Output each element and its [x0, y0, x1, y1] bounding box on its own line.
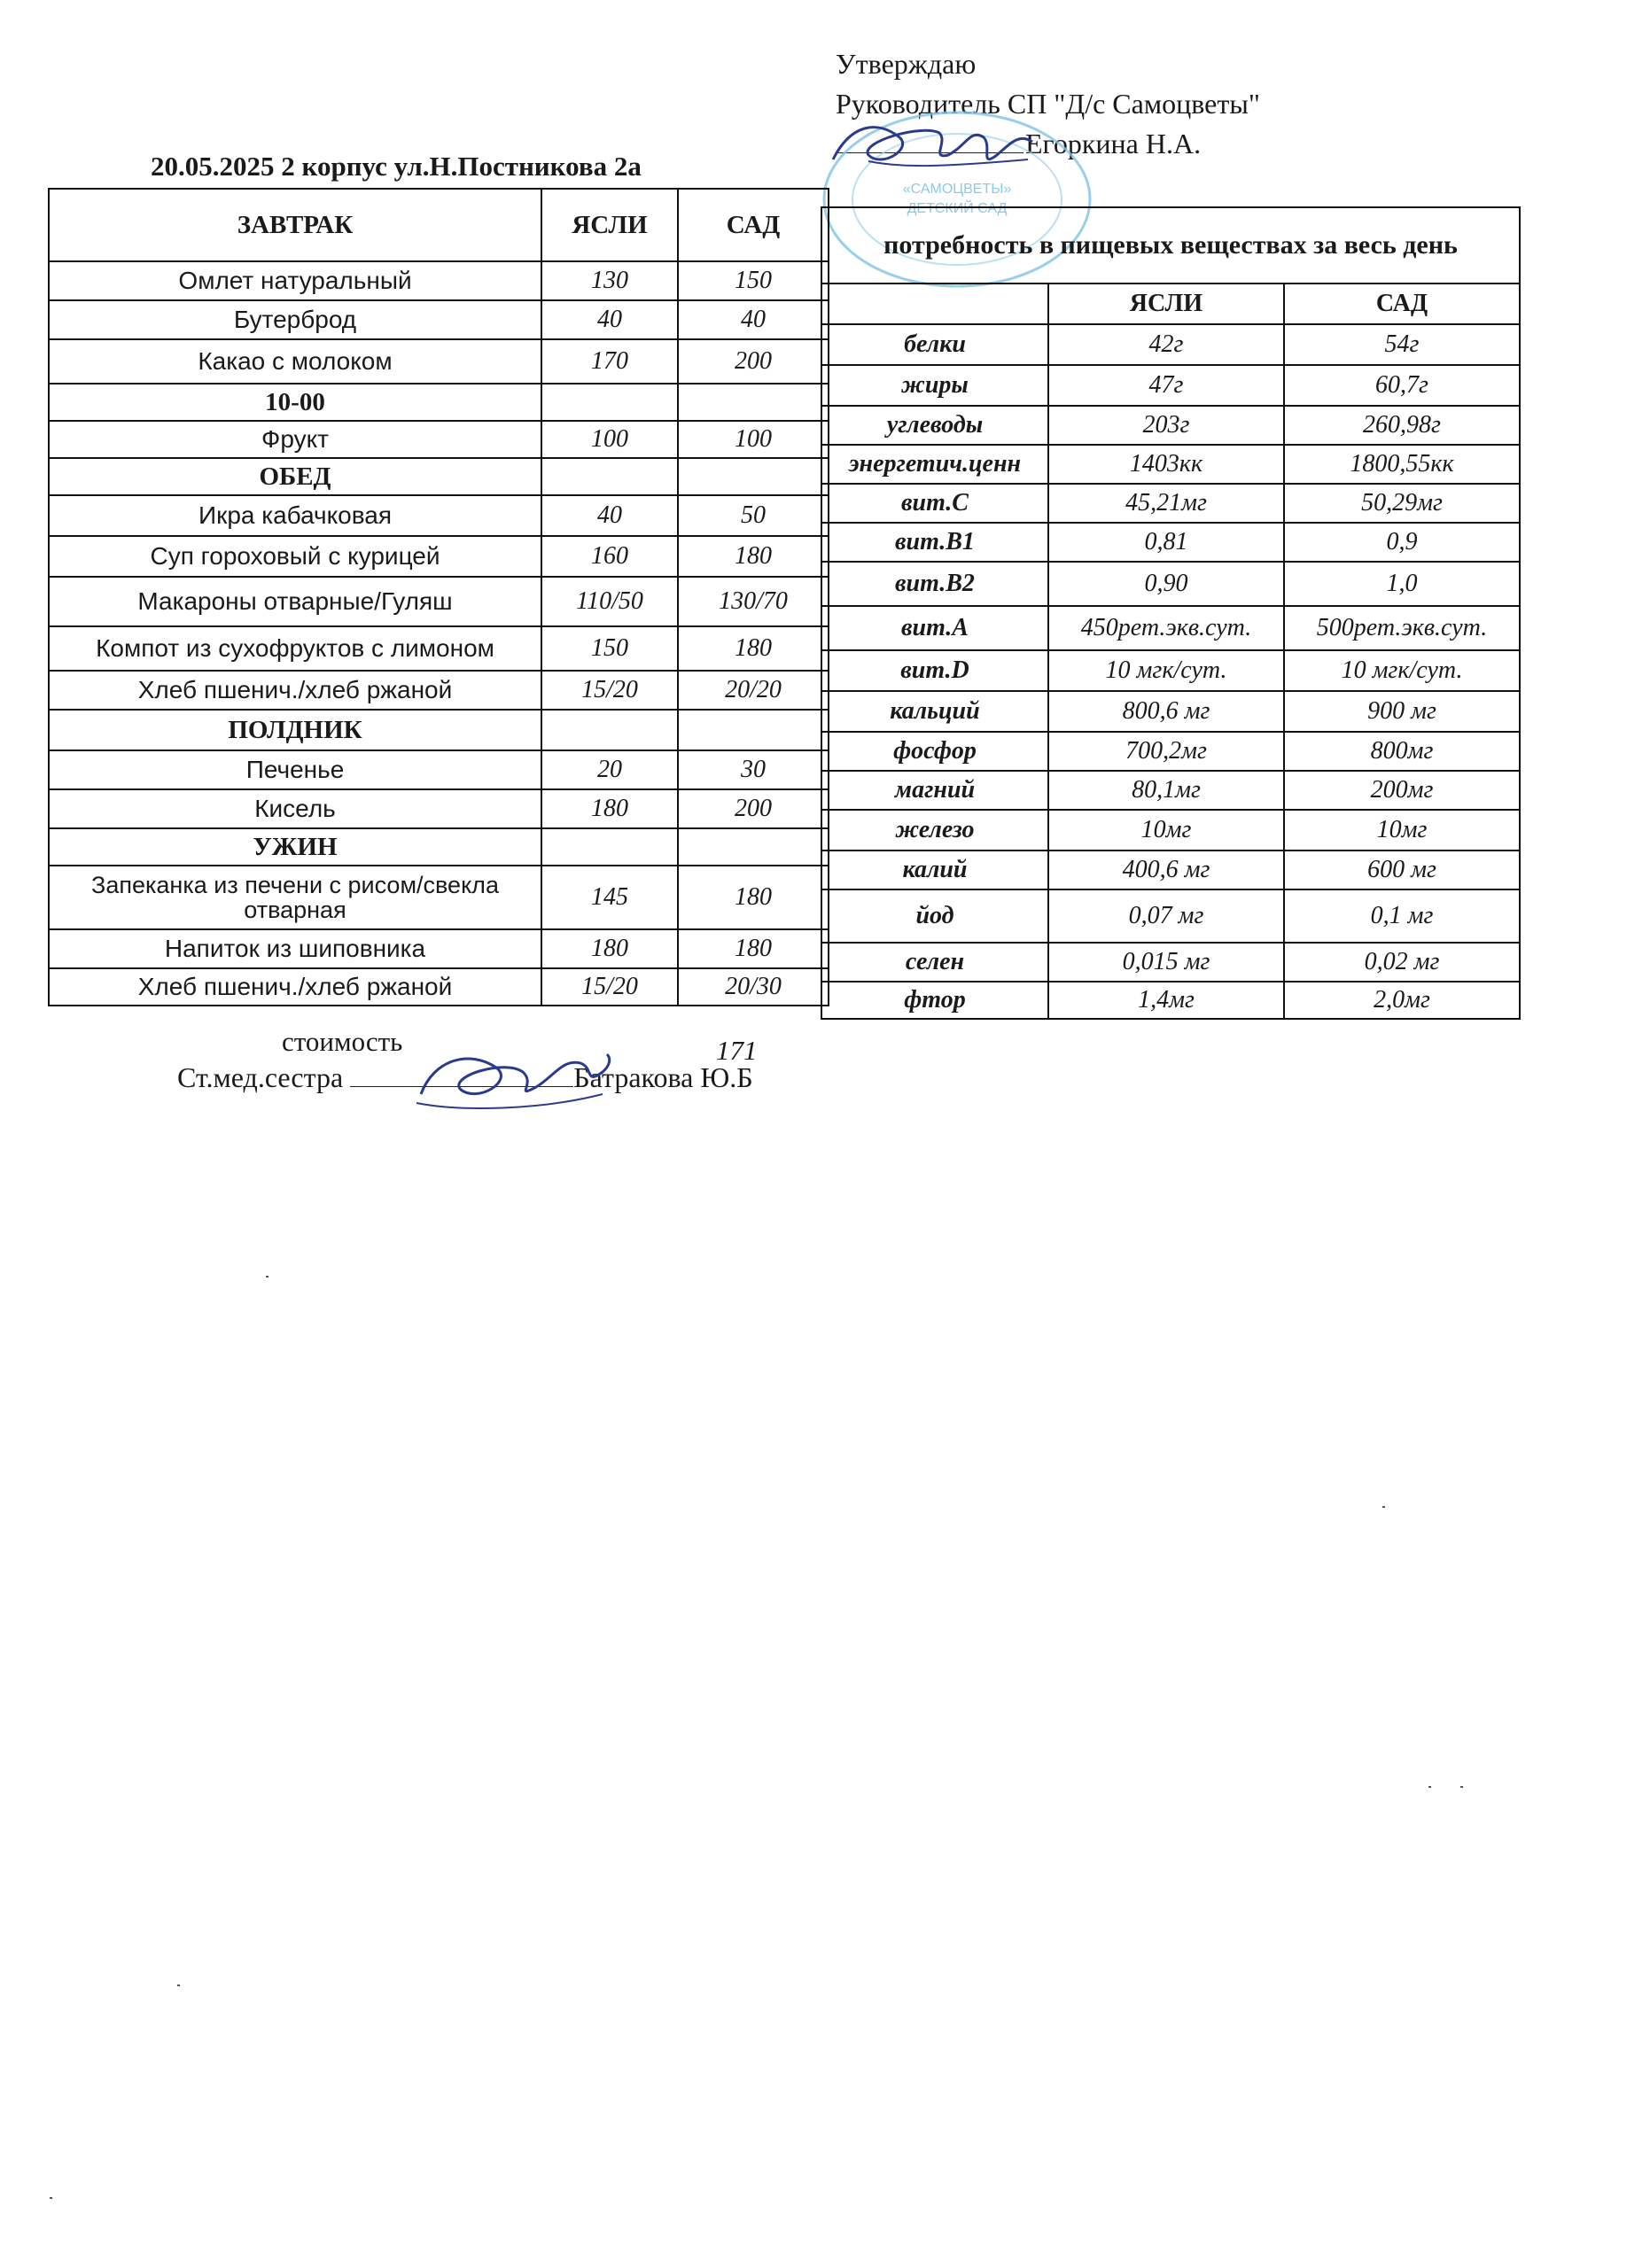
- nutrient-nursery: 0,90: [1048, 562, 1284, 606]
- nutrient-name: калий: [821, 850, 1048, 889]
- scan-speck: [50, 2197, 52, 2199]
- menu-item-name: Хлеб пшенич./хлеб ржаной: [49, 671, 541, 710]
- menu-item-nursery: 100: [541, 421, 678, 458]
- nutrition-row: [821, 810, 1520, 850]
- nutrient-garden: 2,0мг: [1284, 982, 1520, 1019]
- nutrient-name: вит.В2: [821, 562, 1048, 606]
- nutrient-name: вит.В1: [821, 523, 1048, 562]
- nutrient-nursery: 47г: [1048, 365, 1284, 406]
- menu-item-nursery: [541, 458, 678, 495]
- menu-item-nursery: [541, 384, 678, 421]
- nutrient-name: селен: [821, 943, 1048, 982]
- menu-item-nursery: 180: [541, 929, 678, 968]
- stamp-text-1: «САМОЦВЕТЫ»: [902, 182, 1012, 197]
- menu-item-name: Хлеб пшенич./хлеб ржаной: [49, 968, 541, 1006]
- scan-speck: [177, 1984, 180, 1986]
- menu-item-name: Фрукт: [49, 421, 541, 458]
- nutrient-nursery: 400,6 мг: [1048, 850, 1284, 889]
- nurse-name: Батракова Ю.Б: [573, 1061, 753, 1093]
- nutrient-nursery: 1,4мг: [1048, 982, 1284, 1019]
- menu-item-nursery: 170: [541, 339, 678, 384]
- menu-item-name: Икра кабачковая: [49, 495, 541, 536]
- nurse-signature: [408, 1032, 620, 1121]
- menu-item-nursery: 20: [541, 750, 678, 789]
- nutrient-name: фосфор: [821, 732, 1048, 771]
- menu-item-nursery: 180: [541, 789, 678, 828]
- nutrition-header-empty: [821, 284, 1048, 324]
- nutrient-name: фтор: [821, 982, 1048, 1019]
- menu-item-name: Макароны отварные/Гуляш: [49, 577, 541, 626]
- nutrition-row: [821, 691, 1520, 732]
- nutrition-row: [821, 850, 1520, 889]
- menu-row: [49, 421, 829, 458]
- nutrient-garden: 10мг: [1284, 810, 1520, 850]
- approval-name: Егоркина Н.А.: [1025, 128, 1202, 159]
- page-title: 20.05.2025 2 корпус ул.Н.Постникова 2а: [151, 151, 642, 182]
- nutrient-garden: 10 мгк/сут.: [1284, 650, 1520, 691]
- menu-item-nursery: 160: [541, 536, 678, 577]
- nutrition-row: [821, 365, 1520, 406]
- menu-item-nursery: 15/20: [541, 671, 678, 710]
- director-signature: [815, 106, 1046, 186]
- nutrient-name: кальций: [821, 691, 1048, 732]
- nutrient-name: жиры: [821, 365, 1048, 406]
- menu-item-garden: 180: [678, 929, 829, 968]
- menu-row: [49, 495, 829, 536]
- nutrient-garden: 200мг: [1284, 771, 1520, 810]
- nutrient-garden: 54г: [1284, 324, 1520, 365]
- nutrition-row: [821, 406, 1520, 445]
- menu-row: [49, 300, 829, 339]
- nutrient-nursery: 0,81: [1048, 523, 1284, 562]
- menu-row: [49, 339, 829, 384]
- menu-row: [49, 866, 829, 929]
- menu-item-garden: 150: [678, 261, 829, 300]
- menu-item-garden: 200: [678, 339, 829, 384]
- nutrient-garden: 0,1 мг: [1284, 889, 1520, 943]
- menu-row: [49, 789, 829, 828]
- menu-item-name: УЖИН: [49, 828, 541, 866]
- nutrition-header-nursery: ЯСЛИ: [1048, 284, 1284, 324]
- nutrient-garden: 800мг: [1284, 732, 1520, 771]
- nutrition-row: [821, 324, 1520, 365]
- menu-row: [49, 577, 829, 626]
- nutrient-garden: 0,9: [1284, 523, 1520, 562]
- nutrient-nursery: 450рет.экв.сут.: [1048, 606, 1284, 650]
- nutrient-garden: 260,98г: [1284, 406, 1520, 445]
- menu-body: [49, 189, 829, 1006]
- menu-item-nursery: 145: [541, 866, 678, 929]
- menu-item-garden: 130/70: [678, 577, 829, 626]
- nutrient-name: белки: [821, 324, 1048, 365]
- menu-row: [49, 261, 829, 300]
- scan-speck: [266, 1276, 269, 1278]
- nutrition-title: потребность в пищевых веществах за весь день: [821, 207, 1520, 284]
- nutrient-name: железо: [821, 810, 1048, 850]
- nutrition-row: [821, 771, 1520, 810]
- menu-header-garden: САД: [678, 189, 829, 261]
- menu-item-nursery: 40: [541, 495, 678, 536]
- scan-speck: [1382, 1506, 1385, 1508]
- nutrition-row: [821, 445, 1520, 484]
- menu-item-garden: 200: [678, 789, 829, 828]
- nutrition-header-row: [821, 284, 1520, 324]
- menu-row: [49, 671, 829, 710]
- nutrition-row: [821, 982, 1520, 1019]
- menu-item-name: ПОЛДНИК: [49, 710, 541, 750]
- nutrient-nursery: 45,21мг: [1048, 484, 1284, 523]
- menu-item-garden: [678, 710, 829, 750]
- nutrition-row: [821, 484, 1520, 523]
- menu-item-name: ОБЕД: [49, 458, 541, 495]
- menu-row: [49, 750, 829, 789]
- menu-item-name: Напиток из шиповника: [49, 929, 541, 968]
- menu-item-garden: 20/30: [678, 968, 829, 1006]
- nutrient-nursery: 0,015 мг: [1048, 943, 1284, 982]
- menu-item-garden: 30: [678, 750, 829, 789]
- menu-item-nursery: 150: [541, 626, 678, 671]
- menu-item-name: Запеканка из печени с рисом/свекла отварная: [49, 866, 541, 929]
- menu-table: [48, 188, 829, 1006]
- menu-row: [49, 384, 829, 421]
- menu-item-name: Омлет натуральный: [49, 261, 541, 300]
- nutrient-garden: 1800,55кк: [1284, 445, 1520, 484]
- nutrition-table: [821, 206, 1521, 1020]
- menu-item-nursery: [541, 828, 678, 866]
- menu-item-nursery: 40: [541, 300, 678, 339]
- nutrient-nursery: 203г: [1048, 406, 1284, 445]
- nutrient-garden: 1,0: [1284, 562, 1520, 606]
- menu-item-nursery: 130: [541, 261, 678, 300]
- nutrient-garden: 500рет.экв.сут.: [1284, 606, 1520, 650]
- nutrient-garden: 60,7г: [1284, 365, 1520, 406]
- nutrient-name: йод: [821, 889, 1048, 943]
- menu-item-name: Компот из сухофруктов с лимоном: [49, 626, 541, 671]
- nutrient-name: вит.А: [821, 606, 1048, 650]
- menu-item-nursery: 15/20: [541, 968, 678, 1006]
- nurse-label: Ст.мед.сестра: [177, 1061, 344, 1093]
- menu-item-garden: [678, 384, 829, 421]
- stamp-text-2: ДЕТСКИЙ САД: [907, 201, 1008, 216]
- menu-item-name: Кисель: [49, 789, 541, 828]
- menu-header-row: [49, 189, 829, 261]
- menu-item-garden: 180: [678, 866, 829, 929]
- nutrition-row: [821, 732, 1520, 771]
- menu-row: [49, 828, 829, 866]
- nutrient-nursery: 700,2мг: [1048, 732, 1284, 771]
- nutrition-row: [821, 943, 1520, 982]
- nutrition-body: [821, 207, 1520, 1019]
- menu-row: [49, 458, 829, 495]
- cost-value: 171: [716, 1035, 758, 1066]
- nutrient-nursery: 10 мгк/сут.: [1048, 650, 1284, 691]
- nutrition-row: [821, 562, 1520, 606]
- menu-item-garden: 100: [678, 421, 829, 458]
- nutrient-name: энергетич.ценн: [821, 445, 1048, 484]
- menu-header-meal: ЗАВТРАК: [49, 189, 541, 261]
- nutrient-nursery: 10мг: [1048, 810, 1284, 850]
- nutrition-row: [821, 650, 1520, 691]
- nutrient-name: вит.С: [821, 484, 1048, 523]
- menu-row: [49, 710, 829, 750]
- menu-item-garden: 180: [678, 626, 829, 671]
- nutrient-nursery: 80,1мг: [1048, 771, 1284, 810]
- menu-header-nursery: ЯСЛИ: [541, 189, 678, 261]
- menu-item-name: Какао с молоком: [49, 339, 541, 384]
- scan-speck: [1428, 1786, 1431, 1788]
- approval-line1: Утверждаю: [836, 48, 977, 80]
- nutrient-name: вит.D: [821, 650, 1048, 691]
- menu-item-garden: [678, 828, 829, 866]
- nutrition-row: [821, 606, 1520, 650]
- nutrient-nursery: 800,6 мг: [1048, 691, 1284, 732]
- nutrition-row: [821, 889, 1520, 943]
- menu-item-name: 10-00: [49, 384, 541, 421]
- approval-line2: Руководитель СП "Д/с Самоцветы": [836, 88, 1260, 120]
- nutrient-garden: 900 мг: [1284, 691, 1520, 732]
- nutrient-name: магний: [821, 771, 1048, 810]
- nutrient-garden: 50,29мг: [1284, 484, 1520, 523]
- menu-item-nursery: [541, 710, 678, 750]
- menu-item-name: Печенье: [49, 750, 541, 789]
- menu-row: [49, 968, 829, 1006]
- nutrient-nursery: 1403кк: [1048, 445, 1284, 484]
- cost-label: стоимость: [282, 1026, 403, 1057]
- menu-item-name: Бутерброд: [49, 300, 541, 339]
- menu-item-nursery: 110/50: [541, 577, 678, 626]
- menu-item-garden: 20/20: [678, 671, 829, 710]
- menu-item-garden: 40: [678, 300, 829, 339]
- menu-row: [49, 626, 829, 671]
- scan-speck: [1460, 1786, 1463, 1788]
- nutrient-nursery: 42г: [1048, 324, 1284, 365]
- menu-row: [49, 536, 829, 577]
- menu-item-garden: 180: [678, 536, 829, 577]
- nutrient-garden: 600 мг: [1284, 850, 1520, 889]
- menu-item-name: Суп гороховый с курицей: [49, 536, 541, 577]
- nutrient-name: углеводы: [821, 406, 1048, 445]
- nutrient-nursery: 0,07 мг: [1048, 889, 1284, 943]
- nutrition-row: [821, 523, 1520, 562]
- nutrition-title-row: [821, 207, 1520, 284]
- menu-row: [49, 929, 829, 968]
- nutrition-header-garden: САД: [1284, 284, 1520, 324]
- menu-item-garden: 50: [678, 495, 829, 536]
- menu-item-garden: [678, 458, 829, 495]
- nutrient-garden: 0,02 мг: [1284, 943, 1520, 982]
